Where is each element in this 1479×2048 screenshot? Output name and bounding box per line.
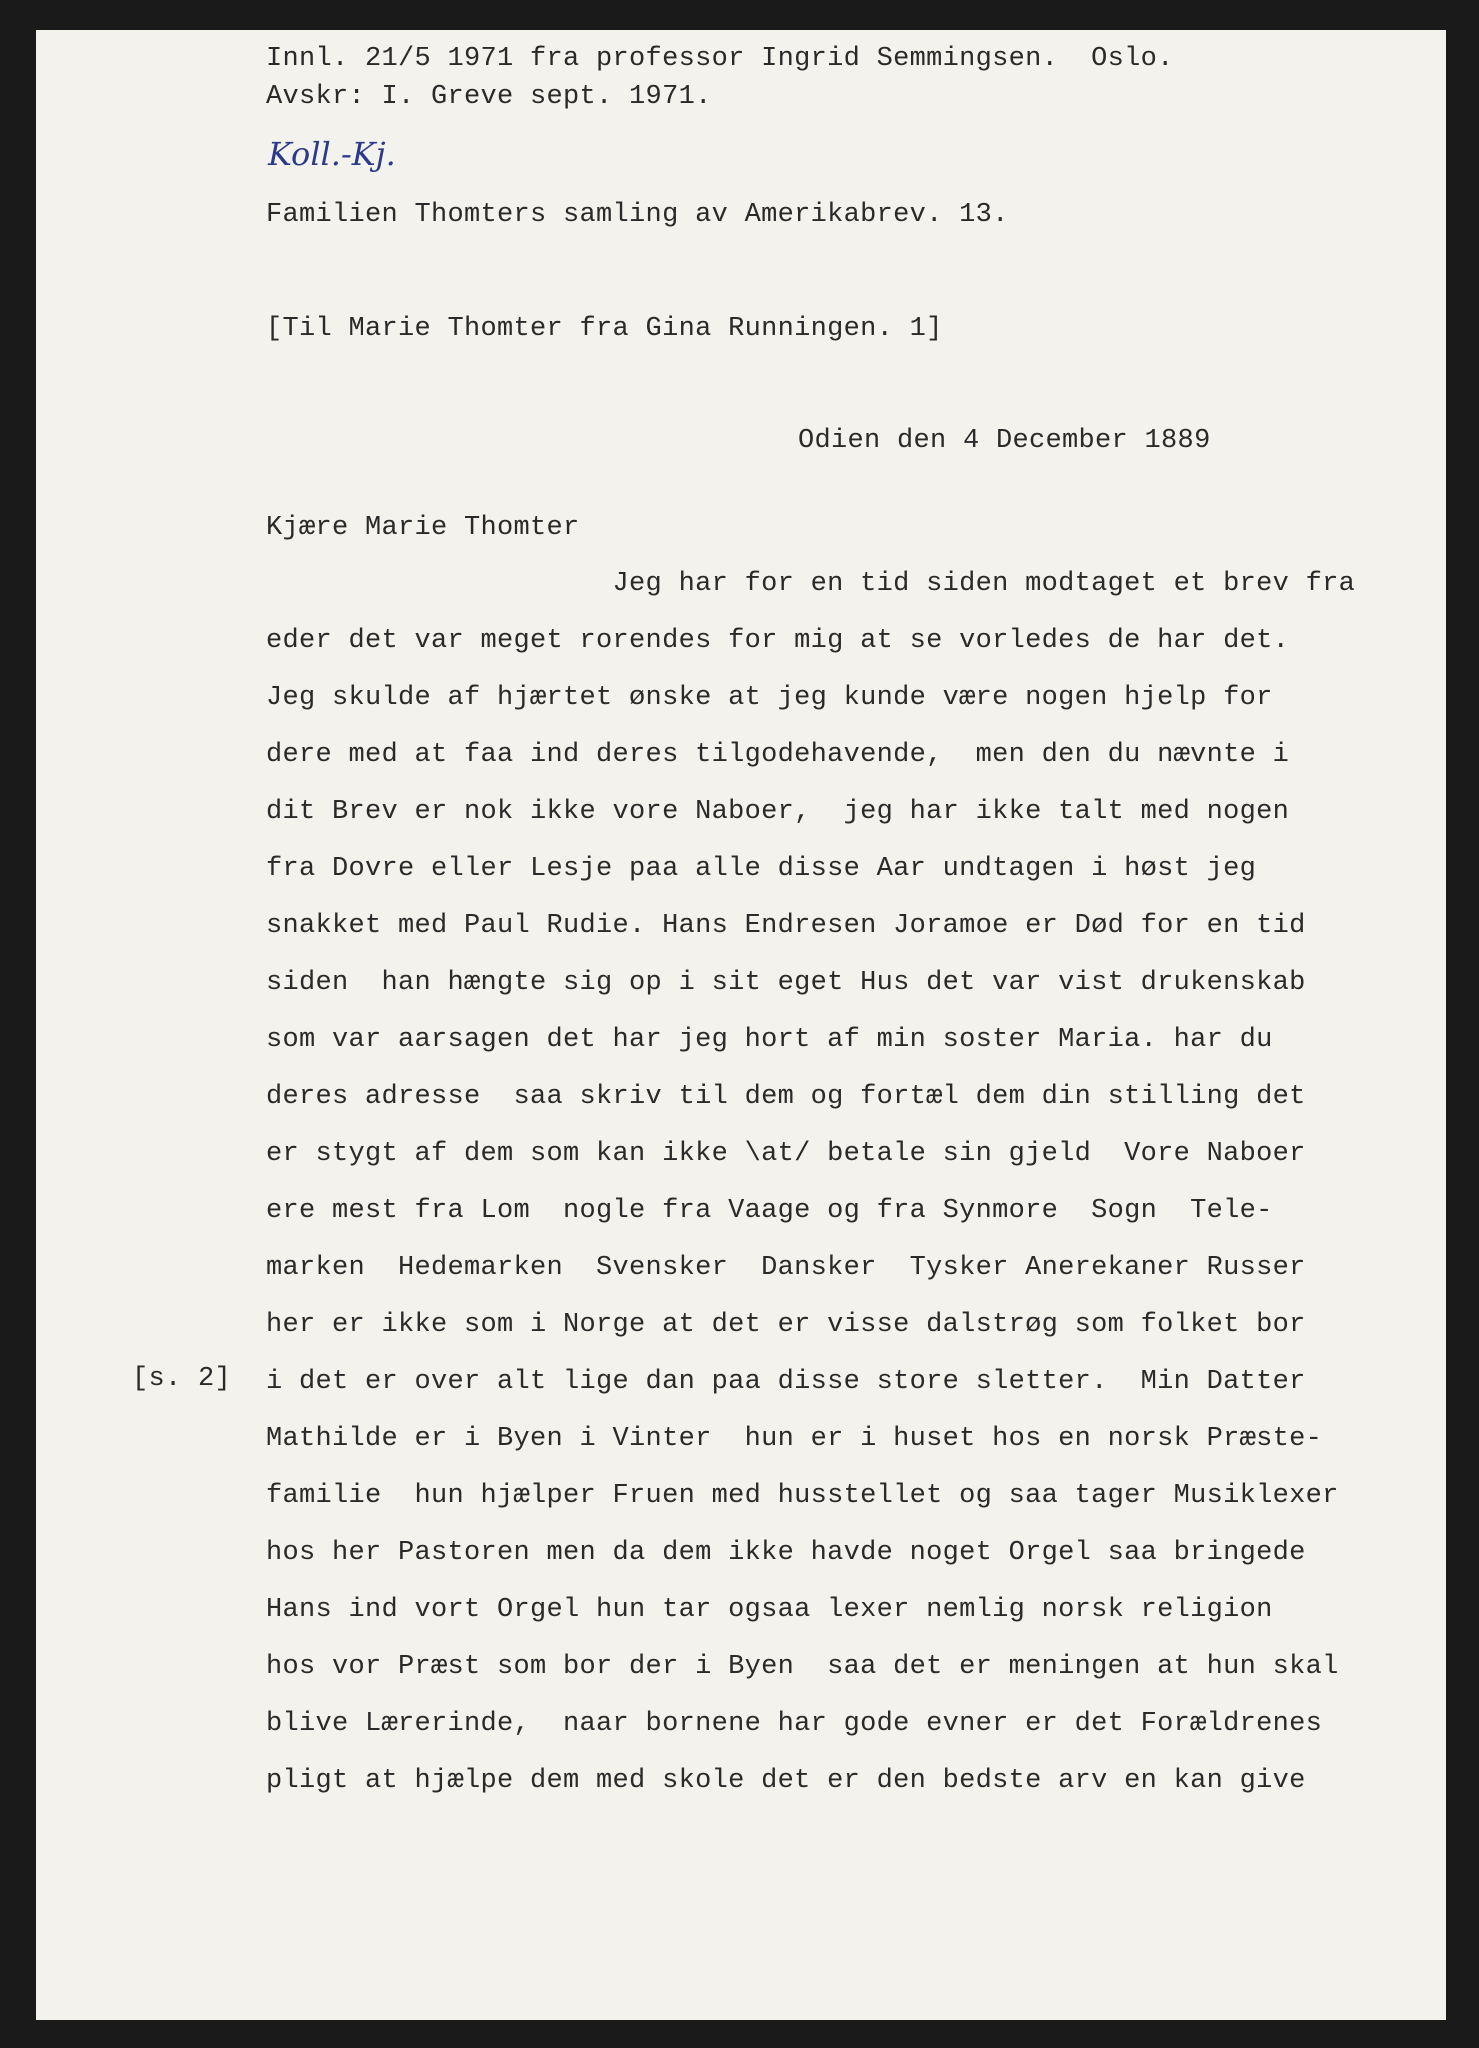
letter-line: siden han hængte sig op i sit eget Hus det var vist drukenskab xyxy=(266,968,1306,998)
handwritten-annotation: Koll.-Kj. xyxy=(268,135,396,173)
letter-line: er stygt af dem som kan ikke \at/ betale sin gjeld Vore Naboer xyxy=(266,1139,1306,1169)
letter-line: familie hun hjælper Fruen med husstellet og saa tager Musiklexer xyxy=(266,1481,1339,1511)
letter-line: blive Lærerinde, naar bornene har gode evner er det Forældrenes xyxy=(266,1709,1323,1739)
letter-line: hos vor Præst som bor der i Byen saa det er meningen at hun skal xyxy=(266,1652,1339,1682)
letter-line: i det er over alt lige dan paa disse store sletter. Min Datter xyxy=(266,1367,1306,1397)
document-subtitle: [Til Marie Thomter fra Gina Runningen. 1] xyxy=(266,314,943,344)
letter-line: deres adresse saa skriv til dem og fortæl dem din stilling det xyxy=(266,1082,1306,1112)
letter-line: fra Dovre eller Lesje paa alle disse Aar undtagen i høst jeg xyxy=(266,854,1257,884)
letter-line: hos her Pastoren men da dem ikke havde noget Orgel saa bringede xyxy=(266,1538,1306,1568)
letter-line: Mathilde er i Byen i Vinter hun er i huset hos en norsk Præste- xyxy=(266,1424,1323,1454)
document-page xyxy=(36,30,1446,2020)
letter-line: ere mest fra Lom nogle fra Vaage og fra Synmore Sogn Tele- xyxy=(266,1196,1273,1226)
letter-line: eder det var meget rorendes for mig at se vorledes de har det. xyxy=(266,626,1290,656)
letter-line: dere med at faa ind deres tilgodehavende, men den du nævnte i xyxy=(266,740,1290,770)
letter-line: pligt at hjælpe dem med skole det er den bedste arv en kan give xyxy=(266,1766,1306,1796)
letter-line: marken Hedemarken Svensker Dansker Tysker Anerekaner Russer xyxy=(266,1253,1306,1283)
document-title: Familien Thomters samling av Amerikabrev. 13. xyxy=(266,200,1009,230)
letter-line: her er ikke som i Norge at det er visse dalstrøg som folket bor xyxy=(266,1310,1306,1340)
letter-line: Jeg har for en tid siden modtaget et brev fra xyxy=(266,569,1356,599)
letter-line: Hans ind vort Orgel hun tar ogsaa lexer nemlig norsk religion xyxy=(266,1595,1273,1625)
dateline: Odien den 4 December 1889 xyxy=(798,426,1211,456)
margin-page-note: [s. 2] xyxy=(132,1364,232,1394)
letter-line: dit Brev er nok ikke vore Naboer, jeg har ikke talt med nogen xyxy=(266,797,1290,827)
letter-line: snakket med Paul Rudie. Hans Endresen Joramoe er Død for en tid xyxy=(266,911,1306,941)
letter-line: som var aarsagen det har jeg hort af min soster Maria. har du xyxy=(266,1025,1273,1055)
letter-line: Jeg skulde af hjærtet ønske at jeg kunde være nogen hjelp for xyxy=(266,683,1273,713)
header-line-2: Avskr: I. Greve sept. 1971. xyxy=(266,82,712,112)
header-line-1: Innl. 21/5 1971 fra professor Ingrid Semmingsen. Oslo. xyxy=(266,44,1174,74)
salutation: Kjære Marie Thomter xyxy=(266,513,580,543)
